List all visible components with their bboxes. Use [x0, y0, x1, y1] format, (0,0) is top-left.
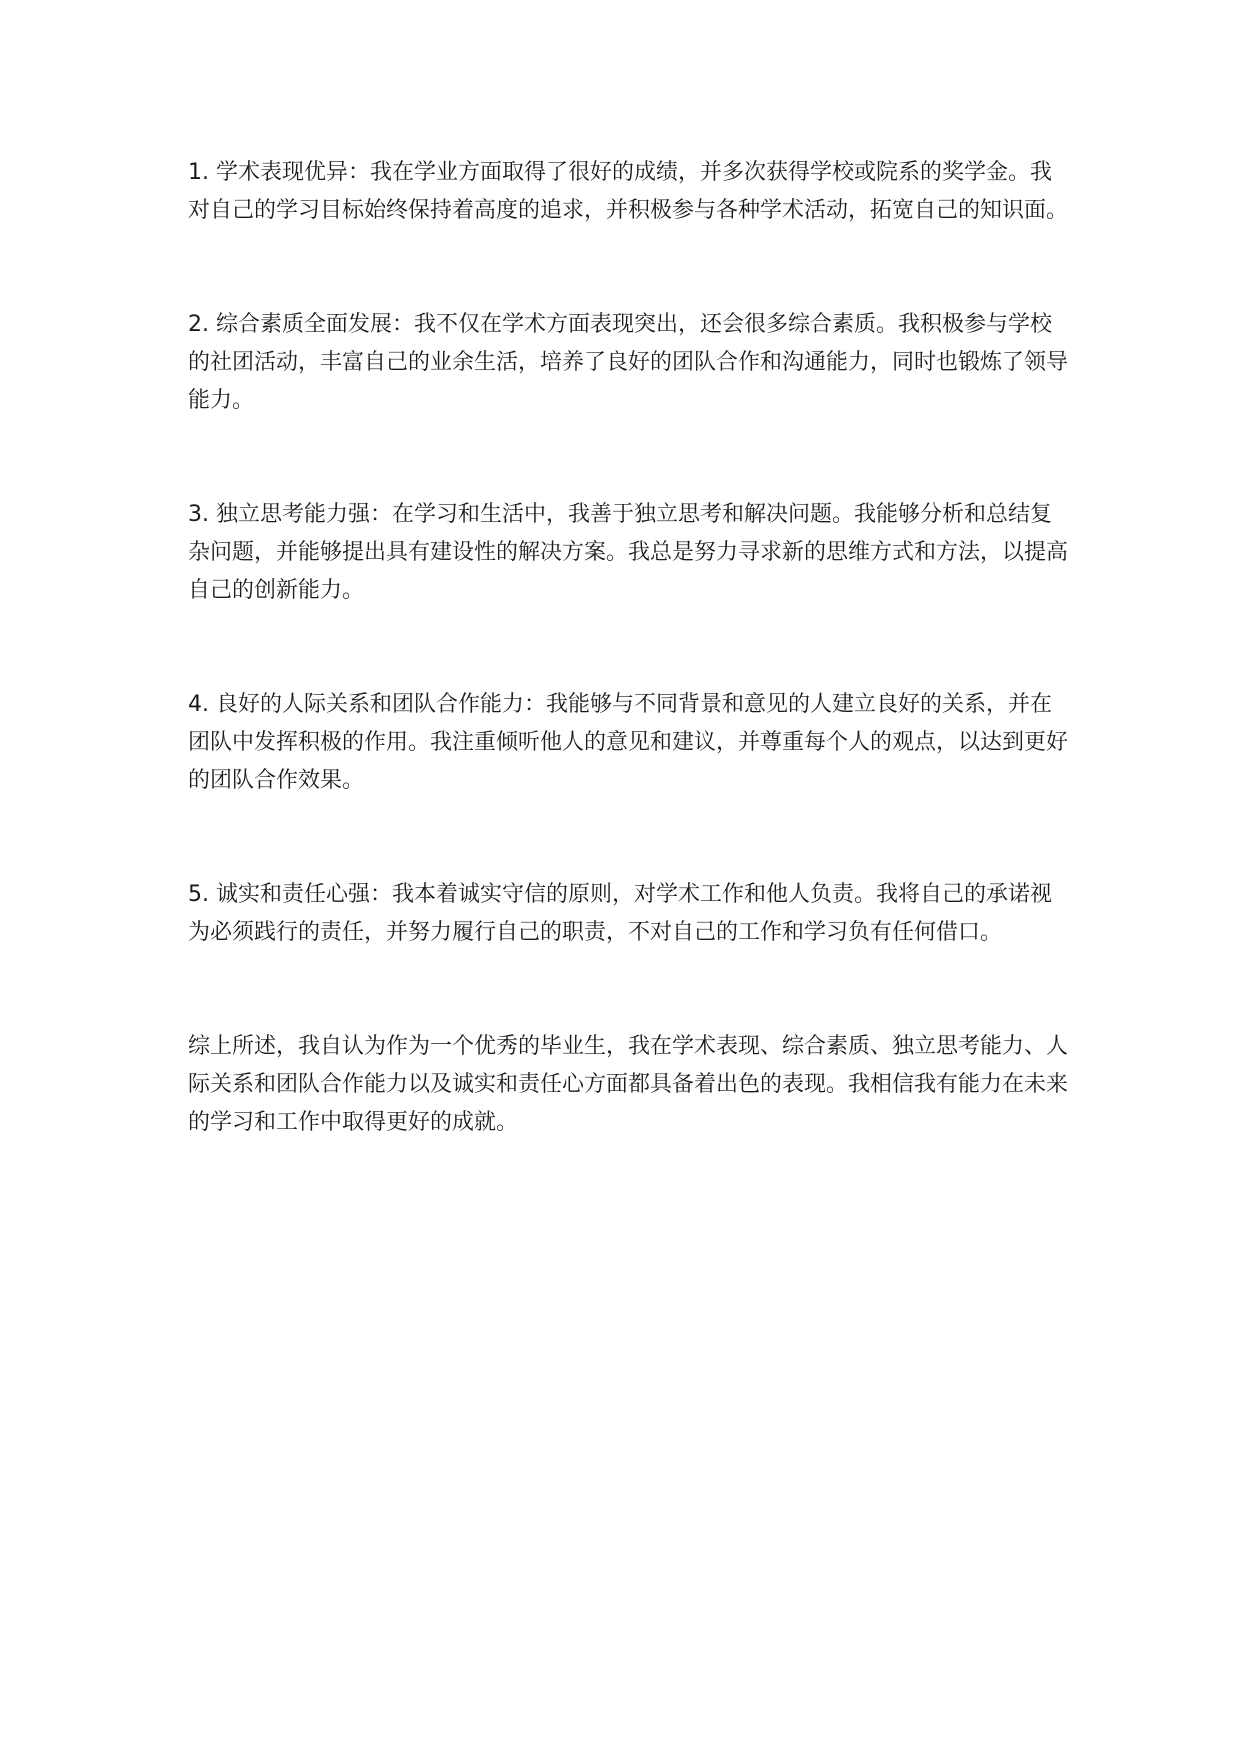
paragraph-independent-thinking: 3. 独立思考能力强：在学习和生活中，我善于独立思考和解决问题。我能够分析和总结复杂问题，并能够提出具有建设性的解决方案。我总是努力寻求新的思维方式和方法，以提高自己的创新能力。 — [188, 502, 1069, 603]
paragraph-conclusion: 综上所述，我自认为作为一个优秀的毕业生，我在学术表现、综合素质、独立思考能力、人际关系和团队合作能力以及诚实和责任心方面都具备着出色的表现。我相信我有能力在未来的学习和工作中取得更好的成就。 — [188, 1034, 1069, 1135]
paragraph-honesty-responsibility: 5. 诚实和责任心强：我本着诚实守信的原则，对学术工作和他人负责。我将自己的承诺视为必须践行的责任，并努力履行自己的职责，不对自己的工作和学习负有任何借口。 — [188, 882, 1052, 945]
paragraph-teamwork: 4. 良好的人际关系和团队合作能力：我能够与不同背景和意见的人建立良好的关系，并在团队中发挥积极的作用。我注重倾听他人的意见和建议，并尊重每个人的观点，以达到更好的团队合作效果。 — [188, 692, 1069, 793]
document-body — [188, 154, 1068, 1218]
paragraph-academic-performance: 1. 学术表现优异：我在学业方面取得了很好的成绩，并多次获得学校或院系的奖学金。我对自己的学习目标始终保持着高度的追求，并积极参与各种学术活动，拓宽自己的知识面。 — [188, 160, 1069, 223]
paragraph-comprehensive-quality: 2. 综合素质全面发展：我不仅在学术方面表现突出，还会很多综合素质。我积极参与学校的社团活动，丰富自己的业余生活，培养了良好的团队合作和沟通能力，同时也锻炼了领导能力。 — [188, 312, 1069, 413]
